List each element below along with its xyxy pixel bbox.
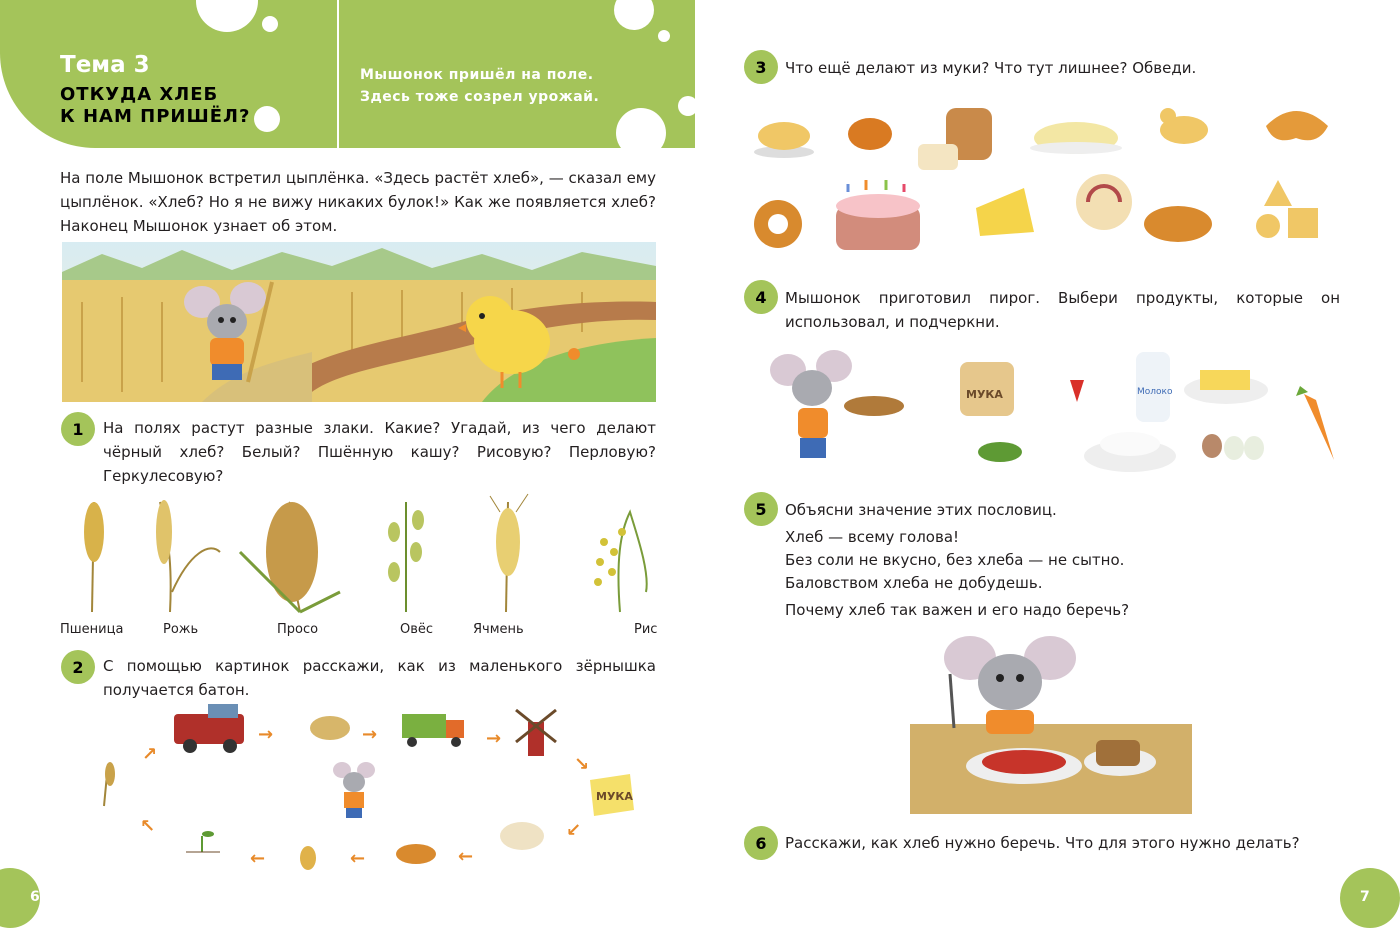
arrow-left-icon: ← (458, 846, 474, 867)
barley-icon (490, 494, 528, 612)
mouse-icon (333, 762, 375, 818)
question-5-text: Объясни значение этих пословиц. (785, 501, 1057, 519)
sprout-icon (186, 831, 220, 852)
bun-icon (848, 118, 892, 150)
proverb-2: Без соли не вкусно, без хлеба — не сытно. (785, 551, 1125, 569)
arrow-down-left-icon: ↙ (566, 820, 582, 841)
grain-label-wheat: Пшеница (60, 622, 124, 637)
bird-shaped-bun-icon (1160, 108, 1208, 144)
grain-label-oats: Овёс (400, 622, 434, 637)
topic-header (0, 0, 695, 148)
rice-icon (594, 512, 647, 612)
flower-icon (568, 348, 580, 360)
grain-label-rye: Рожь (163, 622, 199, 637)
oats-icon (388, 502, 424, 612)
carrot-icon (1296, 386, 1334, 460)
flour-products-illustration (748, 96, 1348, 260)
field-illustration (62, 242, 656, 402)
grain-label-barley: Ячмень (473, 622, 524, 637)
eggs-icon (1202, 434, 1264, 460)
arrow-left-icon: ← (250, 848, 266, 869)
pasta-icon (1030, 122, 1122, 154)
grain-label-millet: Просо (277, 622, 319, 637)
croissant-icon (1266, 111, 1328, 140)
question-5-number: 5 (744, 492, 778, 526)
truck-icon (402, 714, 464, 747)
strawberry-icon (1070, 380, 1084, 402)
arrow-up-right-icon: ↗ (142, 744, 158, 765)
grain-pile-icon (310, 716, 350, 740)
spoon-icon (950, 674, 954, 728)
question-4-number: 4 (744, 280, 778, 314)
wheat-icon (84, 502, 104, 612)
sliced-bread-icon (918, 108, 992, 170)
page-title: ОТКУДА ХЛЕБ К НАМ ПРИШЁЛ? (60, 84, 251, 127)
cucumber-icon (978, 442, 1022, 462)
pancakes-icon (754, 122, 814, 158)
proverb-1: Хлеб — всему голова! (785, 528, 960, 546)
flour-sack-icon (960, 362, 1014, 416)
question-3-number: 3 (744, 50, 778, 84)
arrow-up-left-icon: ↖ (140, 816, 156, 837)
mouse-at-table-illustration (910, 634, 1192, 816)
proverb-3: Баловством хлеба не добудешь. (785, 574, 1043, 592)
salt-sugar-plate-icon (1084, 432, 1176, 472)
grain-seed-icon (300, 846, 316, 870)
milk-bottle-icon (1136, 352, 1173, 422)
question-2-text: С помощью картинок расскажи, как из маленького зёрнышка получается батон. (103, 657, 656, 699)
milk-label: Молоко (1137, 387, 1173, 397)
arrow-right-icon: → (362, 724, 378, 745)
story-paragraph: На поле Мышонок встретил цыплёнка. «Здесь растёт хлеб», — сказал ему цыплёнок. «Хлеб? Но я не вижу никаких булок!» Как же появляется хлеб? Наконец Мышонок узнает об этом. (60, 169, 656, 235)
pie-ingredients-illustration (748, 340, 1348, 480)
bagel-icon (754, 200, 802, 248)
mouse-with-pie-icon (770, 350, 904, 458)
arrow-right-icon: → (486, 728, 502, 749)
bread-loaf-icon (396, 844, 436, 864)
proverbs-list (785, 526, 1340, 595)
windmill-icon (516, 710, 556, 756)
question-4-text: Мышонок приготовил пирог. Выбери продукты, которые он использовал, и подчеркни. (785, 289, 1340, 331)
wheat-stalk-icon (104, 762, 115, 806)
arrow-left-icon: ← (350, 848, 366, 869)
page-number-right: 7 (1340, 868, 1400, 928)
dough-icon (500, 822, 544, 850)
topic-number: Тема 3 (60, 52, 150, 78)
birthday-cake-icon (836, 180, 920, 250)
question-2-number: 2 (61, 650, 95, 684)
intro-text: Мышонок пришёл на поле. Здесь тоже созрел урожай. (360, 67, 600, 105)
flour-sack-label: МУКА (966, 388, 1003, 401)
crackers-icon (1256, 180, 1318, 238)
question-5-followup: Почему хлеб так важен и его надо беречь? (785, 601, 1130, 619)
question-1-text: На полях растут разные злаки. Какие? Угадай, из чего делают чёрный хлеб? Белый? Пшённую кашу? Рисовую? Перловую? Геркулесовую? (103, 419, 656, 485)
grains-illustration (60, 492, 660, 618)
question-1-number: 1 (61, 412, 95, 446)
arrow-down-right-icon: ↘ (574, 754, 590, 775)
question-6-text: Расскажи, как хлеб нужно беречь. Что для этого нужно делать? (785, 834, 1300, 852)
millet-icon (240, 502, 340, 612)
grain-label-rice: Рис (634, 622, 658, 637)
arrow-right-icon: → (258, 724, 274, 745)
question-6-number: 6 (744, 826, 778, 860)
question-3-text: Что ещё делают из муки? Что тут лишнее? Обведи. (785, 59, 1197, 77)
flour-sign-text: МУКА (596, 790, 633, 803)
cheese-icon (976, 188, 1034, 236)
roll-cake-icon (1076, 174, 1132, 230)
page-number-left: 6 (0, 868, 40, 928)
flour-bag-icon (590, 774, 634, 816)
combine-harvester-icon (174, 704, 244, 753)
loaf-icon (1144, 206, 1212, 242)
rye-icon (156, 500, 220, 612)
butter-icon (1184, 370, 1268, 404)
right-page (700, 0, 1400, 934)
